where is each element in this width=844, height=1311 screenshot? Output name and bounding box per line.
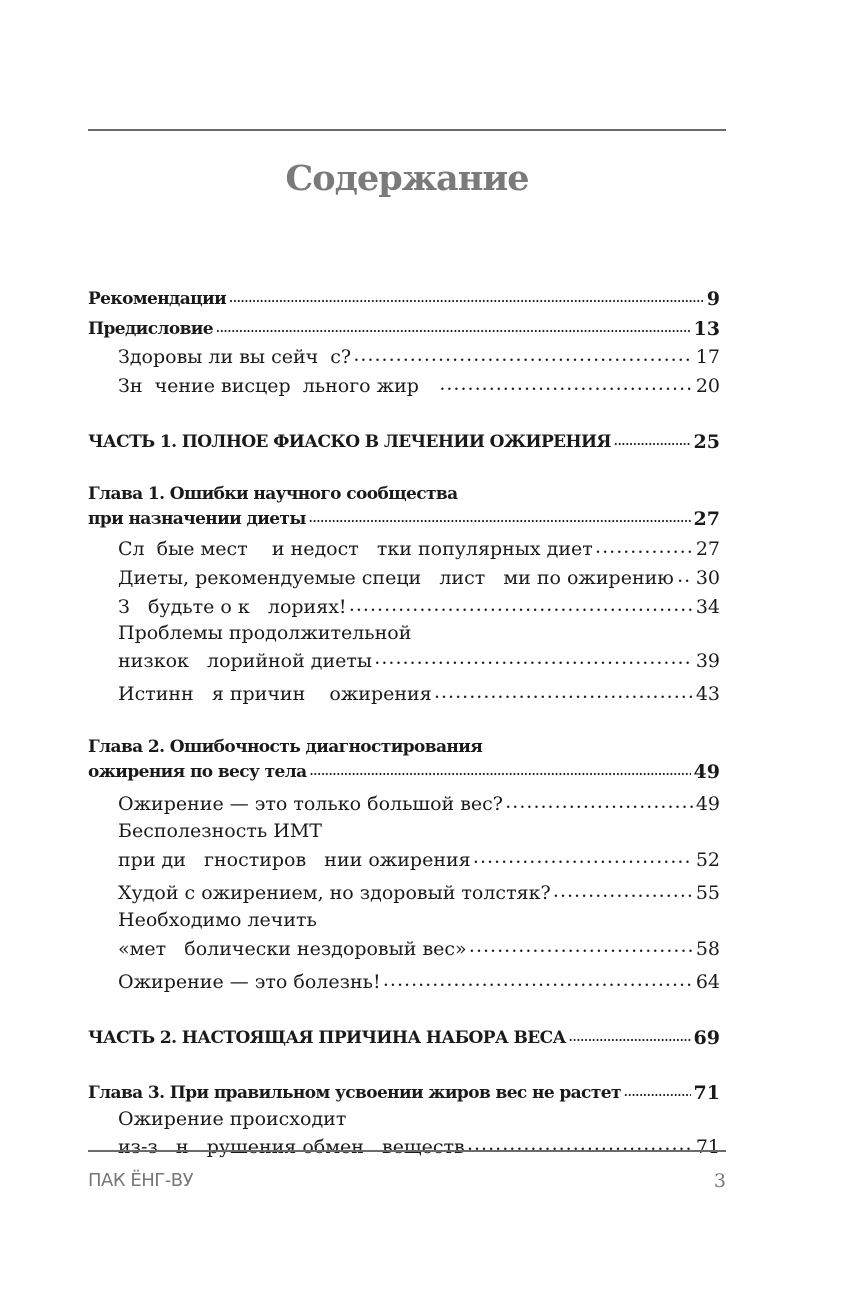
footer-author: ПАК ЁНГ-ВУ — [88, 1170, 194, 1191]
toc-entry-part-2[interactable]: ЧАСТЬ 2. НАСТОЯЩАЯ ПРИЧИНА НАБОРА ВЕСА ..... 69 — [88, 1023, 720, 1051]
leader-dots — [309, 506, 691, 530]
leader-dots — [375, 646, 693, 673]
leader-dots — [569, 1023, 691, 1051]
toc-subentry[interactable]: Диеты, рекомендуемые специ лист ми по ожирению . . 30 — [88, 563, 720, 592]
toc-subentry[interactable]: Ожирение — это болезнь! . . 64 — [88, 967, 720, 996]
toc-subentry[interactable]: Сл бые мест и недост тки популярных диет . . 27 — [88, 534, 720, 563]
top-rule — [88, 129, 726, 131]
leader-dots — [554, 878, 693, 907]
leader-dots — [310, 759, 691, 783]
leader-dots — [678, 563, 692, 592]
toc-entry-chapter-3[interactable]: Глава 3. При правильном усвоении жиров вес не растет ..... 71 — [88, 1078, 720, 1106]
toc-subentry[interactable]: при ди гностиров нии ожирения . . 52 — [88, 845, 720, 872]
toc-entry-recommendations[interactable]: Рекомендации ..... 9 — [88, 284, 720, 312]
leader-dots — [440, 371, 693, 400]
toc-subentry-line1: Ожирение происходит — [118, 1108, 347, 1130]
toc-subentry[interactable]: «мет болически нездоровый вес» . . 58 — [88, 934, 720, 961]
leader-dots — [350, 592, 693, 621]
toc-entry-chapter-2[interactable]: ожирения по весу тела ..... 49 — [88, 759, 720, 783]
leader-dots — [474, 845, 693, 872]
leader-dots — [229, 284, 704, 312]
toc-subentry[interactable]: Истинн я причин ожирения . . 43 — [88, 679, 720, 708]
toc-entry-chapter-2-line1: Глава 2. Ошибочность диагностирования — [88, 737, 483, 757]
toc-entry-preface[interactable]: Предисловие ..... 13 — [88, 314, 720, 342]
bottom-rule — [88, 1150, 726, 1152]
leader-dots — [216, 314, 691, 342]
toc-subentry[interactable]: Здоровы ли вы сейч с? . . 17 — [88, 342, 720, 371]
toc-entry-part-1[interactable]: ЧАСТЬ 1. ПОЛНОЕ ФИАСКО В ЛЕЧЕНИИ ОЖИРЕНИЯ ..... 25 — [88, 427, 720, 455]
page-title: Содержание — [285, 158, 529, 199]
leader-dots — [614, 427, 691, 455]
toc-subentry[interactable]: Ожирение — это только большой вес? . . 49 — [88, 789, 720, 818]
toc-subentry-line1: Необходимо лечить — [118, 909, 317, 931]
leader-dots — [468, 1132, 693, 1159]
footer-page-number: 3 — [713, 1170, 726, 1192]
leader-dots — [354, 342, 693, 371]
toc-subentry[interactable]: Зн чение висцер льного жир . . 20 — [88, 371, 720, 400]
leader-dots — [435, 679, 693, 708]
leader-dots — [470, 934, 693, 961]
toc-subentry[interactable]: из-з н рушения обмен веществ . . 71 — [88, 1132, 720, 1159]
toc-subentry[interactable]: низкок лорийной диеты . . 39 — [88, 646, 720, 673]
table-of-contents — [88, 284, 720, 1159]
leader-dots — [384, 967, 693, 996]
toc-entry-chapter-1-line1: Глава 1. Ошибки научного сообщества — [88, 484, 458, 504]
toc-subentry-line1: Проблемы продолжительной — [118, 622, 412, 644]
leader-dots — [596, 534, 693, 563]
toc-entry-chapter-1[interactable]: при назначении диеты ..... 27 — [88, 506, 720, 530]
toc-subentry[interactable]: Худой с ожирением, но здоровый толстяк? . . 55 — [88, 878, 720, 907]
leader-dots — [506, 789, 693, 818]
leader-dots — [624, 1078, 691, 1106]
toc-subentry-line1: Бесполезность ИМТ — [118, 820, 322, 842]
toc-subentry[interactable]: З будьте о к лориях! . . 34 — [88, 592, 720, 621]
